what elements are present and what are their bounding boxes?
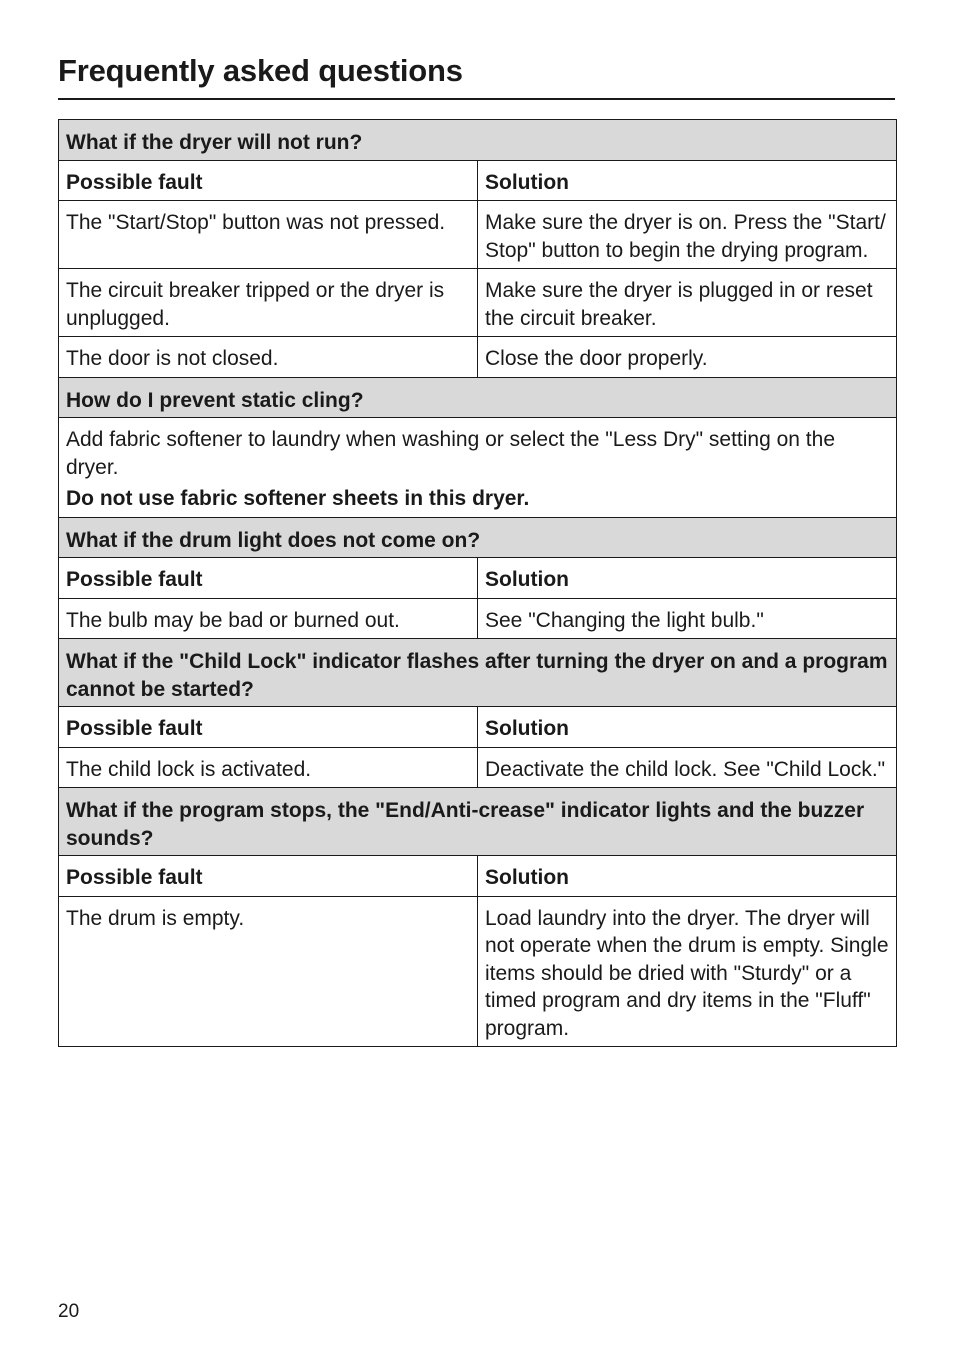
column-header-possible-fault: Possible fault <box>59 707 478 748</box>
fault-cell: The child lock is activated. <box>59 747 478 788</box>
solution-cell: Deactivate the child lock. See "Child Lock." <box>478 747 897 788</box>
fault-cell: The door is not closed. <box>59 337 478 378</box>
faq-table <box>58 119 897 1047</box>
faq-question-row <box>59 377 897 418</box>
table-row <box>59 201 897 269</box>
column-header-possible-fault: Possible fault <box>59 558 478 599</box>
table-row <box>59 598 897 639</box>
table-row <box>59 896 897 1047</box>
column-header-row <box>59 558 897 599</box>
column-header-solution: Solution <box>478 856 897 897</box>
title-divider <box>58 98 895 100</box>
solution-cell: Make sure the dryer is plugged in or reset the circuit breaker. <box>478 269 897 337</box>
answer-text: Add fabric softener to laundry when washing or select the "Less Dry" setting on the dryer. <box>66 428 835 479</box>
solution-cell: Make sure the dryer is on. Press the "Start/ Stop" button to begin the drying program. <box>478 201 897 269</box>
faq-question-row <box>59 120 897 161</box>
column-header-possible-fault: Possible fault <box>59 160 478 201</box>
question-program-stops: What if the program stops, the "End/Anti-crease" indicator lights and the buzzer sounds? <box>59 788 897 856</box>
answer-row <box>59 418 897 518</box>
column-header-row <box>59 160 897 201</box>
question-static-cling: How do I prevent static cling? <box>59 377 897 418</box>
table-row <box>59 269 897 337</box>
faq-question-row <box>59 517 897 558</box>
fault-cell: The bulb may be bad or burned out. <box>59 598 478 639</box>
question-dryer-will-not-run: What if the dryer will not run? <box>59 120 897 161</box>
table-row <box>59 747 897 788</box>
solution-cell: See "Changing the light bulb." <box>478 598 897 639</box>
solution-cell: Close the door properly. <box>478 337 897 378</box>
answer-warning: Do not use fabric softener sheets in this dryer. <box>66 487 530 510</box>
column-header-row <box>59 707 897 748</box>
column-header-possible-fault: Possible fault <box>59 856 478 897</box>
page-title: Frequently asked questions <box>58 53 463 88</box>
answer-cell <box>59 418 897 518</box>
faq-question-row <box>59 788 897 856</box>
fault-cell: The drum is empty. <box>59 896 478 1047</box>
fault-cell: The "Start/Stop" button was not pressed. <box>59 201 478 269</box>
column-header-solution: Solution <box>478 558 897 599</box>
question-drum-light: What if the drum light does not come on? <box>59 517 897 558</box>
faq-question-row <box>59 639 897 707</box>
fault-cell: The circuit breaker tripped or the dryer is unplugged. <box>59 269 478 337</box>
question-child-lock: What if the "Child Lock" indicator flashes after turning the dryer on and a program cannot be started? <box>59 639 897 707</box>
table-row <box>59 337 897 378</box>
column-header-row <box>59 856 897 897</box>
solution-cell: Load laundry into the dryer. The dryer will not operate when the drum is empty. Single items should be dried with "Sturdy" or a timed program and dry items in the "Fluff" program. <box>478 896 897 1047</box>
page-number: 20 <box>58 1301 80 1322</box>
column-header-solution: Solution <box>478 707 897 748</box>
column-header-solution: Solution <box>478 160 897 201</box>
